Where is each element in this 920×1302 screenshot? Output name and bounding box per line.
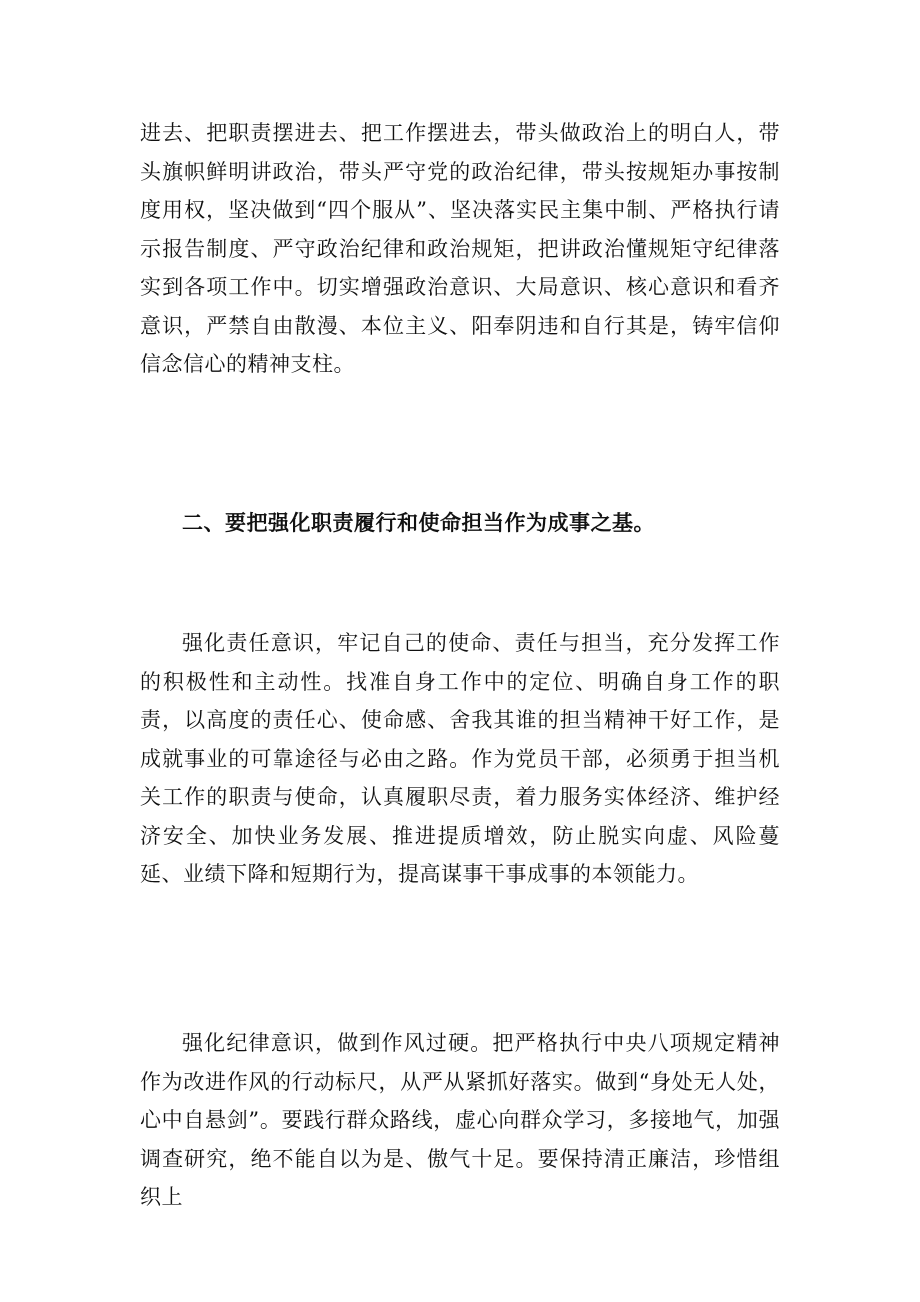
section-heading-2: 二、要把强化职责履行和使命担当作为成事之基。 xyxy=(182,511,655,535)
body-paragraph-discipline: 强化纪律意识，做到作风过硬。把严格执行中央八项规定精神作为改进作风的行动标尺，从严从紧抓好落实。做到“身处无人处，心中自悬剑”。要践行群众路线，虚心向群众学习，多接地气，加强调查研究，绝不能自以为是、傲气十足。要保持清正廉洁，珍惜组织上 xyxy=(140,1031,780,1209)
body-paragraph-continuation: 进去、把职责摆进去、把工作摆进去，带头做政治上的明白人，带头旗帜鲜明讲政治，带头严守党的政治纪律，带头按规矩办事按制度用权，坚决做到“四个服从”、坚决落实民主集中制、严格执行请示报告制度、严守政治纪律和政治规矩，把讲政治懂规矩守纪律落实到各项工作中。切实增强政治意识、大局意识、核心意识和看齐意识，严禁自由散漫、本位主义、阳奉阴违和自行其是，铸牢信仰信念信心的精神支柱。 xyxy=(140,121,780,376)
body-paragraph-responsibility: 强化责任意识，牢记自己的使命、责任与担当，充分发挥工作的积极性和主动性。找准自身工作中的定位、明确自身工作的职责，以高度的责任心、使命感、舍我其谁的担当精神干好工作，是成就事业的可靠途径与必由之路。作为党员干部，必须勇于担当机关工作的职责与使命，认真履职尽责，着力服务实体经济、维护经济安全、加快业务发展、推进提质增效，防止脱实向虚、风险蔓延、业绩下降和短期行为，提高谋事干事成事的本领能力。 xyxy=(140,631,780,886)
